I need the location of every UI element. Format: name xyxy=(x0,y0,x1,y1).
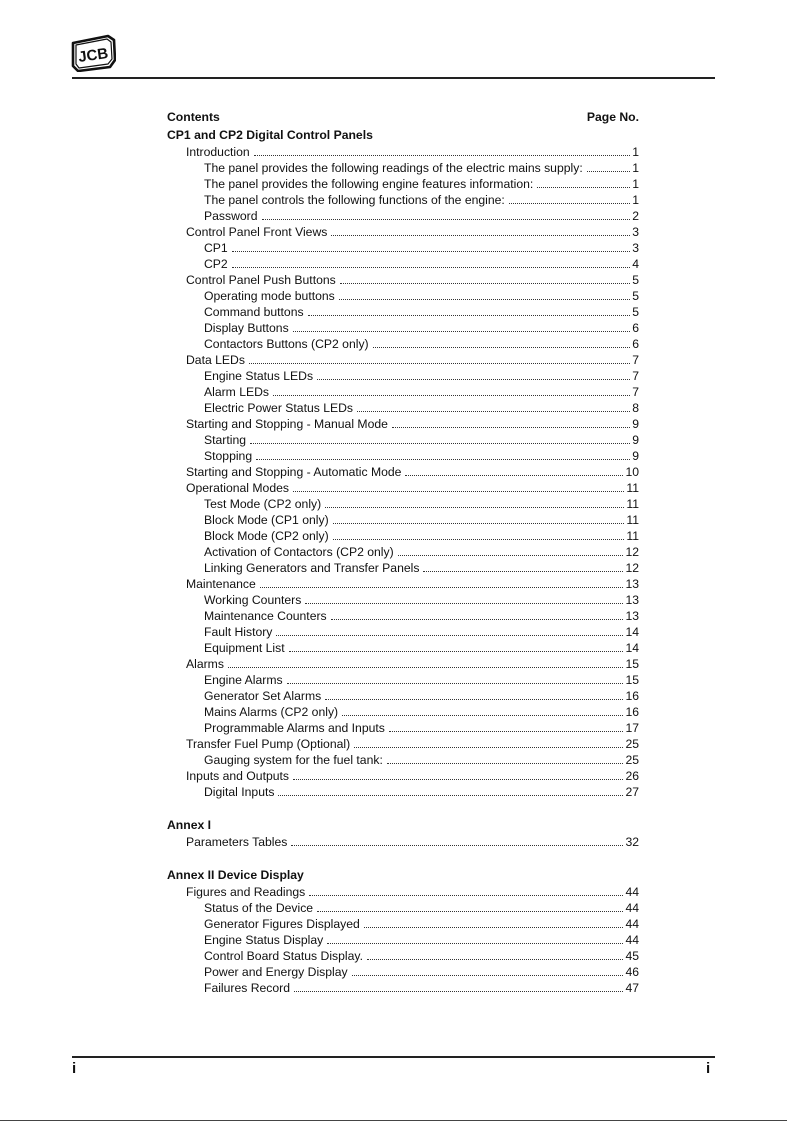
dot-leader xyxy=(305,592,623,604)
toc-entry-page: 45 xyxy=(625,949,639,963)
toc-entry-label: Data LEDs xyxy=(186,353,245,367)
toc-entry-page: 32 xyxy=(625,835,639,849)
dot-leader xyxy=(389,720,624,732)
toc-entry-page: 9 xyxy=(632,449,639,463)
toc-entry[interactable] xyxy=(167,752,639,768)
toc-entry[interactable] xyxy=(167,948,639,964)
toc-entry-page: 44 xyxy=(625,885,639,899)
dot-leader xyxy=(309,884,623,896)
toc-entry-label: Electric Power Status LEDs xyxy=(204,401,354,415)
toc-entry-label: Control Board Status Display. xyxy=(204,949,363,963)
toc-entry-label: Contactors Buttons (CP2 only) xyxy=(204,337,369,351)
dot-leader xyxy=(340,272,630,284)
toc-header xyxy=(167,108,639,126)
toc-entry-page: 10 xyxy=(625,465,639,479)
toc-entry-label: Operating mode buttons xyxy=(204,289,335,303)
toc-entry-page: 5 xyxy=(632,305,639,319)
dot-leader xyxy=(325,496,624,508)
toc-entry[interactable] xyxy=(167,416,639,432)
toc-entry-label: Engine Status Display xyxy=(204,933,324,947)
toc-entry-page: 1 xyxy=(632,193,639,207)
dot-leader xyxy=(262,208,631,220)
toc-entry-page: 44 xyxy=(625,933,639,947)
contents-heading: Contents xyxy=(167,110,220,124)
dot-leader xyxy=(373,336,631,348)
toc-entry-label: Inputs and Outputs xyxy=(186,769,289,783)
dot-leader xyxy=(587,160,631,172)
dot-leader xyxy=(364,916,624,928)
toc-entry-label: The panel provides the following readings of the electric mains supply: xyxy=(204,161,583,175)
toc-entry[interactable] xyxy=(167,900,639,916)
toc-entry-label: Programmable Alarms and Inputs xyxy=(204,721,385,735)
toc-entry-label: Failures Record xyxy=(204,981,291,995)
toc-entry-page: 11 xyxy=(626,513,639,527)
toc-entry-label: Password xyxy=(204,209,258,223)
toc-entry-label: Power and Energy Display xyxy=(204,965,348,979)
toc-entry[interactable] xyxy=(167,304,639,320)
toc-entry-page: 15 xyxy=(625,673,639,687)
dot-leader xyxy=(249,352,630,364)
toc-entry[interactable] xyxy=(167,688,639,704)
toc-entry-label: Introduction xyxy=(186,145,250,159)
toc-entry-page: 47 xyxy=(625,981,639,995)
toc-entry-label: Alarm LEDs xyxy=(204,385,270,399)
footer-page-number-left: i xyxy=(72,1060,77,1077)
toc-entry[interactable] xyxy=(167,736,639,752)
footer-rule xyxy=(72,1056,715,1058)
toc-entry-label: The panel controls the following functions of the engine: xyxy=(204,193,505,207)
toc-entry[interactable] xyxy=(167,834,639,850)
dot-leader xyxy=(273,384,630,396)
toc-entry-label: Test Mode (CP2 only) xyxy=(204,497,322,511)
toc-entry-page: 12 xyxy=(625,545,639,559)
dot-leader xyxy=(327,932,623,944)
dot-leader xyxy=(308,304,631,316)
toc-entry-label: Starting and Stopping - Manual Mode xyxy=(186,417,388,431)
dot-leader xyxy=(354,736,623,748)
toc-entry-label: Activation of Contactors (CP2 only) xyxy=(204,545,394,559)
toc-entry[interactable] xyxy=(167,480,639,496)
toc-entry[interactable] xyxy=(167,320,639,336)
dot-leader xyxy=(333,512,625,524)
dot-leader xyxy=(331,224,630,236)
dot-leader xyxy=(509,192,630,204)
toc-entry-page: 7 xyxy=(632,353,639,367)
dot-leader xyxy=(250,432,630,444)
toc-entry-label: Gauging system for the fuel tank: xyxy=(204,753,383,767)
toc-entry[interactable] xyxy=(167,672,639,688)
toc-entry[interactable] xyxy=(167,608,639,624)
toc-entry[interactable] xyxy=(167,432,639,448)
toc-entry-label: Engine Alarms xyxy=(204,673,283,687)
svg-text:JCB: JCB xyxy=(77,44,110,66)
dot-leader xyxy=(278,784,623,796)
toc-entry-page: 8 xyxy=(632,401,639,415)
toc-entry[interactable] xyxy=(167,144,639,160)
toc-entry-page: 6 xyxy=(632,337,639,351)
toc-entry-page: 25 xyxy=(625,753,639,767)
toc-entry-page: 5 xyxy=(632,289,639,303)
toc-entry[interactable] xyxy=(167,256,639,272)
toc-entry[interactable] xyxy=(167,964,639,980)
dot-leader xyxy=(342,704,623,716)
toc-entry-page: 1 xyxy=(632,177,639,191)
toc-entry-label: Block Mode (CP1 only) xyxy=(204,513,329,527)
toc-entry[interactable] xyxy=(167,980,639,996)
dot-leader xyxy=(293,768,623,780)
toc-entry[interactable] xyxy=(167,224,639,240)
toc-entry[interactable] xyxy=(167,208,639,224)
toc-entry[interactable] xyxy=(167,720,639,736)
toc-entry-page: 25 xyxy=(625,737,639,751)
toc-entry[interactable] xyxy=(167,528,639,544)
toc-entry-label: Status of the Device xyxy=(204,901,314,915)
section-title: Annex II Device Display xyxy=(167,868,304,882)
toc-entry-label: Fault History xyxy=(204,625,273,639)
toc-entry-label: Mains Alarms (CP2 only) xyxy=(204,705,339,719)
toc-entry-page: 7 xyxy=(632,369,639,383)
toc-entry-label: Maintenance xyxy=(186,577,256,591)
toc-entry-page: 6 xyxy=(632,321,639,335)
toc-entry-page: 44 xyxy=(625,901,639,915)
dot-leader xyxy=(317,900,623,912)
dot-leader xyxy=(287,672,624,684)
toc-entry-page: 4 xyxy=(632,257,639,271)
toc-entry[interactable] xyxy=(167,544,639,560)
toc-entry-page: 1 xyxy=(632,161,639,175)
toc-entry[interactable] xyxy=(167,272,639,288)
dot-leader xyxy=(357,400,630,412)
toc-entry-label: Alarms xyxy=(186,657,224,671)
toc-entry[interactable] xyxy=(167,624,639,640)
toc-entry[interactable] xyxy=(167,916,639,932)
toc-entry[interactable] xyxy=(167,512,639,528)
toc-entry-label: Engine Status LEDs xyxy=(204,369,314,383)
dot-leader xyxy=(333,528,625,540)
toc-entry-page: 3 xyxy=(632,225,639,239)
toc-entry[interactable] xyxy=(167,784,639,800)
section-gap xyxy=(167,800,639,816)
header-rule xyxy=(72,77,715,79)
toc-entry-page: 46 xyxy=(625,965,639,979)
dot-leader xyxy=(392,416,630,428)
toc-entry-page: 9 xyxy=(632,417,639,431)
toc-entry[interactable] xyxy=(167,192,639,208)
toc-entry[interactable] xyxy=(167,160,639,176)
dot-leader xyxy=(256,448,630,460)
dot-leader xyxy=(339,288,630,300)
toc-entry-label: Maintenance Counters xyxy=(204,609,327,623)
toc-entry-page: 11 xyxy=(626,529,639,543)
section-title: CP1 and CP2 Digital Control Panels xyxy=(167,128,373,142)
toc-entry[interactable] xyxy=(167,496,639,512)
toc-entry-page: 27 xyxy=(625,785,639,799)
toc-entry[interactable] xyxy=(167,448,639,464)
dot-leader xyxy=(367,948,623,960)
toc-entry-page: 7 xyxy=(632,385,639,399)
toc-entry-page: 11 xyxy=(626,481,639,495)
toc-entry[interactable] xyxy=(167,336,639,352)
toc-entry[interactable] xyxy=(167,464,639,480)
toc-entry-page: 5 xyxy=(632,273,639,287)
toc-entry-label: Working Counters xyxy=(204,593,302,607)
toc-entry-label: Stopping xyxy=(204,449,253,463)
dot-leader xyxy=(260,576,624,588)
toc-entry[interactable] xyxy=(167,640,639,656)
toc-entry-label: Generator Figures Displayed xyxy=(204,917,360,931)
dot-leader xyxy=(291,834,623,846)
toc-entry[interactable] xyxy=(167,768,639,784)
toc-entry[interactable] xyxy=(167,368,639,384)
section-gap xyxy=(167,850,639,866)
toc-entry[interactable] xyxy=(167,400,639,416)
dot-leader xyxy=(537,176,630,188)
toc-entry-page: 9 xyxy=(632,433,639,447)
toc-entry-label: Command buttons xyxy=(204,305,304,319)
toc-entry-page: 11 xyxy=(626,497,639,511)
toc-entry-label: Starting xyxy=(204,433,247,447)
toc-entry-page: 14 xyxy=(625,641,639,655)
toc-entry-page: 12 xyxy=(625,561,639,575)
toc-entry-label: CP1 xyxy=(204,241,228,255)
toc-entry-page: 44 xyxy=(625,917,639,931)
footer-page-number-right: i xyxy=(706,1060,711,1077)
toc-entry-label: The panel provides the following engine features information: xyxy=(204,177,534,191)
toc-entry[interactable] xyxy=(167,560,639,576)
table-of-contents xyxy=(167,108,639,996)
toc-entry-page: 17 xyxy=(625,721,639,735)
toc-entry-label: Starting and Stopping - Automatic Mode xyxy=(186,465,402,479)
toc-entry-label: Linking Generators and Transfer Panels xyxy=(204,561,420,575)
toc-entry-page: 13 xyxy=(625,577,639,591)
toc-entry[interactable] xyxy=(167,576,639,592)
toc-entry-page: 13 xyxy=(625,609,639,623)
dot-leader xyxy=(387,752,624,764)
toc-entry-label: Display Buttons xyxy=(204,321,289,335)
dot-leader xyxy=(293,480,624,492)
toc-entry-label: Parameters Tables xyxy=(186,835,288,849)
toc-entry-label: Transfer Fuel Pump (Optional) xyxy=(186,737,351,751)
dot-leader xyxy=(325,688,623,700)
toc-entry-page: 16 xyxy=(625,705,639,719)
page-edge-line xyxy=(0,1120,787,1121)
dot-leader xyxy=(317,368,630,380)
toc-entry-page: 26 xyxy=(625,769,639,783)
toc-entry[interactable] xyxy=(167,932,639,948)
toc-entry-page: 16 xyxy=(625,689,639,703)
toc-entry[interactable] xyxy=(167,352,639,368)
dot-leader xyxy=(228,656,624,668)
dot-leader xyxy=(331,608,624,620)
dot-leader xyxy=(276,624,623,636)
toc-entry-label: Control Panel Front Views xyxy=(186,225,328,239)
toc-entry[interactable] xyxy=(167,884,639,900)
toc-entry-page: 1 xyxy=(632,145,639,159)
dot-leader xyxy=(254,144,631,156)
toc-entry[interactable] xyxy=(167,176,639,192)
toc-entry-label: Generator Set Alarms xyxy=(204,689,322,703)
dot-leader xyxy=(289,640,624,652)
dot-leader xyxy=(294,980,623,992)
toc-entry-label: CP2 xyxy=(204,257,228,271)
dot-leader xyxy=(423,560,623,572)
dot-leader xyxy=(293,320,631,332)
toc-entry-label: Block Mode (CP2 only) xyxy=(204,529,329,543)
toc-entry-page: 14 xyxy=(625,625,639,639)
toc-entry[interactable] xyxy=(167,704,639,720)
toc-entry-label: Figures and Readings xyxy=(186,885,306,899)
dot-leader xyxy=(405,464,623,476)
dot-leader xyxy=(232,240,631,252)
dot-leader xyxy=(352,964,624,976)
toc-entry-page: 3 xyxy=(632,241,639,255)
section-title: Annex I xyxy=(167,818,212,832)
toc-entry-label: Equipment List xyxy=(204,641,285,655)
dot-leader xyxy=(232,256,631,268)
toc-entry-label: Digital Inputs xyxy=(204,785,275,799)
toc-entry[interactable] xyxy=(167,240,639,256)
dot-leader xyxy=(398,544,624,556)
toc-entry-label: Operational Modes xyxy=(186,481,289,495)
toc-entry-page: 2 xyxy=(632,209,639,223)
toc-entry[interactable] xyxy=(167,288,639,304)
toc-entry[interactable] xyxy=(167,656,639,672)
toc-entry-page: 13 xyxy=(625,593,639,607)
toc-entry[interactable] xyxy=(167,592,639,608)
toc-entry-label: Control Panel Push Buttons xyxy=(186,273,336,287)
page-number-heading: Page No. xyxy=(586,110,639,124)
jcb-logo xyxy=(70,34,116,72)
toc-entry-page: 15 xyxy=(625,657,639,671)
toc-entry[interactable] xyxy=(167,384,639,400)
